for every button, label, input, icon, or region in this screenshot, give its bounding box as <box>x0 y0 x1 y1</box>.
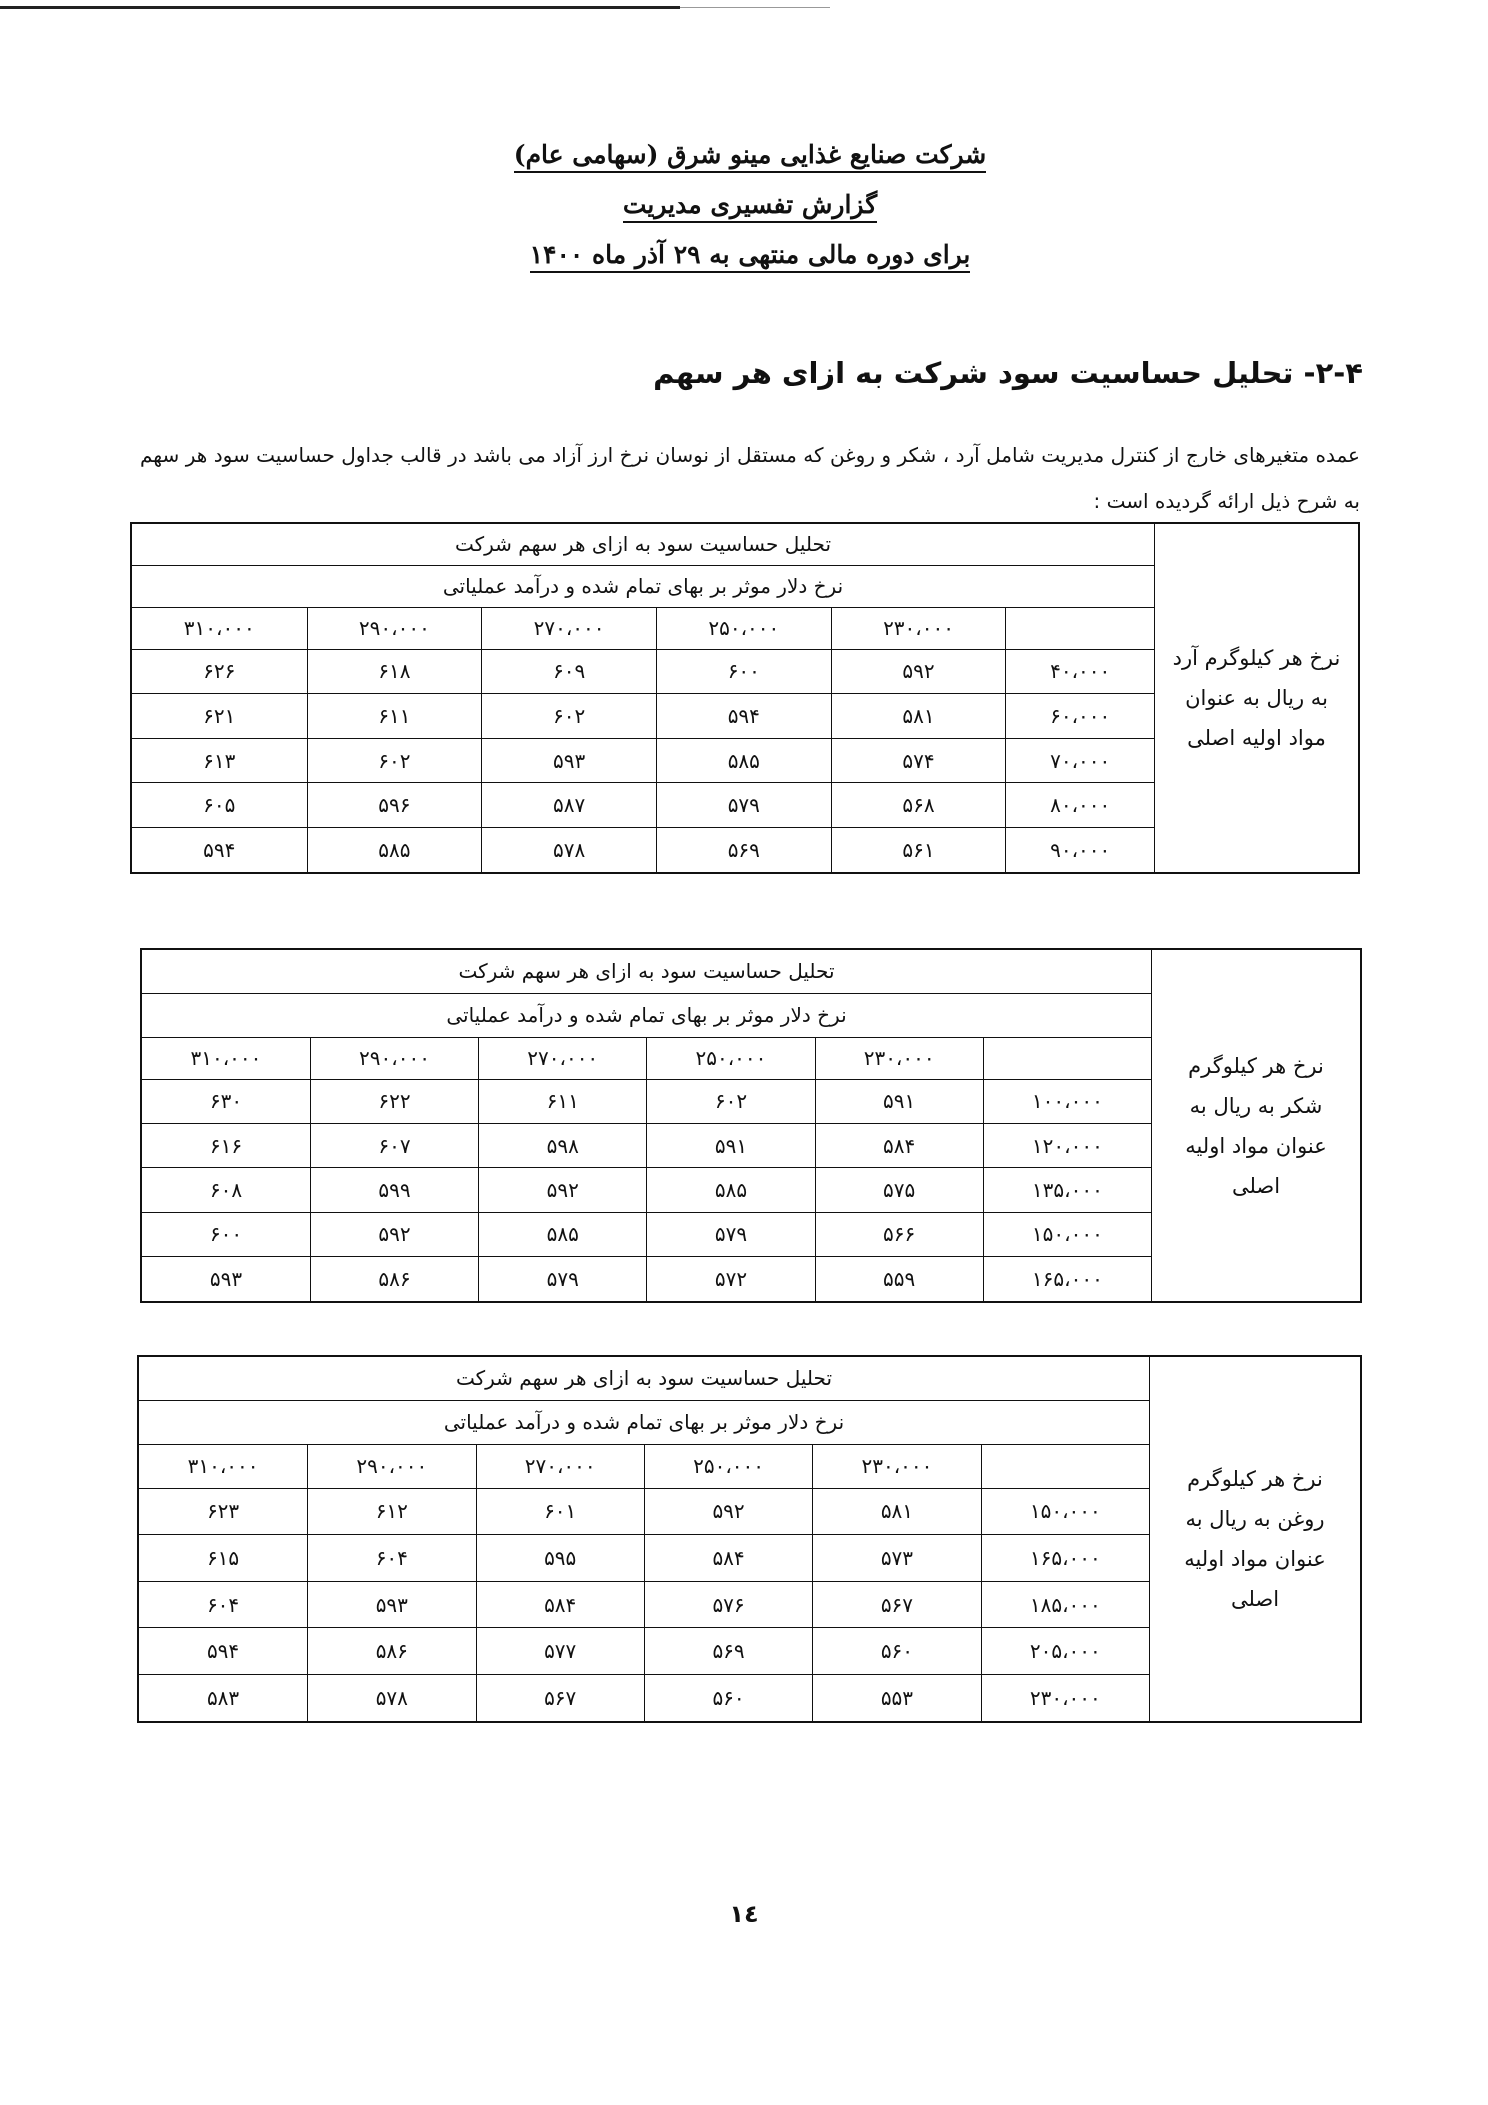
intro-paragraph: عمده متغیرهای خارج از کنترل مدیریت شامل آرد ، شکر و روغن که مستقل از نوسان نرخ ارز آزاد می باشد در قالب جداول حساسیت سود هر سهم به شرح ذیل ارائه گردیده است : <box>140 443 1360 513</box>
table-cell: ۵۹۲ <box>479 1168 647 1212</box>
table-cell: ۶۰۲ <box>482 694 657 739</box>
table-cell: ۵۶۰ <box>813 1628 981 1675</box>
row-header: ۱۵۰،۰۰۰ <box>981 1488 1149 1535</box>
column-header <box>1006 607 1155 649</box>
column-header: ۳۱۰،۰۰۰ <box>141 1037 310 1079</box>
row-header: ۹۰،۰۰۰ <box>1006 827 1155 873</box>
table-cell: ۵۹۲ <box>310 1212 478 1256</box>
top-rule <box>0 6 680 9</box>
table-cell: ۵۹۹ <box>310 1168 478 1212</box>
table-cell: ۵۶۸ <box>831 783 1006 828</box>
table-cell: ۵۶۹ <box>644 1628 812 1675</box>
table-cell: ۶۲۳ <box>138 1488 308 1535</box>
section-title: ۲-۴- تحلیل حساسیت سود شرکت به ازای هر سهم <box>653 356 1363 390</box>
row-header: ۱۸۵،۰۰۰ <box>981 1581 1149 1628</box>
table-cell: ۶۱۶ <box>141 1123 310 1167</box>
table-cell: ۵۶۶ <box>815 1212 983 1256</box>
row-header: ۱۳۵،۰۰۰ <box>983 1168 1151 1212</box>
row-header: ۱۶۵،۰۰۰ <box>983 1257 1151 1302</box>
table-cell: ۵۹۸ <box>479 1123 647 1167</box>
column-header: ۲۳۰،۰۰۰ <box>813 1444 981 1488</box>
table-cell: ۵۹۲ <box>644 1488 812 1535</box>
column-header: ۳۱۰،۰۰۰ <box>138 1444 308 1488</box>
table-cell: ۵۷۷ <box>476 1628 644 1675</box>
table-cell: ۵۹۵ <box>476 1535 644 1582</box>
table-cell: ۵۹۴ <box>138 1628 308 1675</box>
table-cell: ۵۸۷ <box>482 783 657 828</box>
table-cell: ۵۹۳ <box>482 738 657 783</box>
table-cell: ۵۶۷ <box>813 1581 981 1628</box>
table-cell: ۵۷۹ <box>656 783 831 828</box>
table-caption: تحلیل حساسیت سود به ازای هر سهم شرکت <box>138 1356 1150 1400</box>
table-cell: ۶۰۴ <box>308 1535 476 1582</box>
table-cell: ۶۱۱ <box>307 694 482 739</box>
table-cell: ۶۰۷ <box>310 1123 478 1167</box>
table-cell: ۵۷۹ <box>479 1257 647 1302</box>
table-cell: ۵۷۹ <box>647 1212 815 1256</box>
table-cell: ۶۱۱ <box>479 1079 647 1123</box>
table-cell: ۵۷۵ <box>815 1168 983 1212</box>
table-cell: ۶۰۰ <box>141 1212 310 1256</box>
page-number: ۱٤ <box>729 1900 759 1928</box>
table-cell: ۶۰۲ <box>647 1079 815 1123</box>
table-cell: ۵۸۴ <box>476 1581 644 1628</box>
table-cell: ۵۸۶ <box>310 1257 478 1302</box>
table-cell: ۵۸۱ <box>813 1488 981 1535</box>
table-cell: ۶۲۶ <box>131 649 307 694</box>
sensitivity-table-oil <box>137 1355 1362 1723</box>
table-cell: ۶۰۰ <box>656 649 831 694</box>
table-cell: ۵۹۴ <box>131 827 307 873</box>
sensitivity-table-sugar <box>140 948 1362 1303</box>
table-cell: ۵۹۱ <box>647 1123 815 1167</box>
column-header: ۲۷۰،۰۰۰ <box>479 1037 647 1079</box>
table-cell: ۶۰۴ <box>138 1581 308 1628</box>
table-cell: ۵۸۴ <box>815 1123 983 1167</box>
row-header: ۴۰،۰۰۰ <box>1006 649 1155 694</box>
table-cell: ۵۶۱ <box>831 827 1006 873</box>
table-cell: ۶۱۳ <box>131 738 307 783</box>
row-header: ۸۰،۰۰۰ <box>1006 783 1155 828</box>
table-cell: ۶۰۹ <box>482 649 657 694</box>
top-rule-thin <box>680 7 830 8</box>
column-header <box>983 1037 1151 1079</box>
table-subcaption: نرخ دلار موثر بر بهای تمام شده و درآمد عملیاتی <box>131 565 1155 607</box>
table-cell: ۵۹۳ <box>141 1257 310 1302</box>
table-cell: ۶۳۰ <box>141 1079 310 1123</box>
column-header: ۲۹۰،۰۰۰ <box>310 1037 478 1079</box>
table-cell: ۶۰۱ <box>476 1488 644 1535</box>
row-header: ۱۰۰،۰۰۰ <box>983 1079 1151 1123</box>
row-header: ۲۳۰،۰۰۰ <box>981 1674 1149 1722</box>
table-cell: ۵۹۲ <box>831 649 1006 694</box>
table-cell: ۶۰۲ <box>307 738 482 783</box>
table-cell: ۵۶۰ <box>644 1674 812 1722</box>
table-cell: ۶۱۵ <box>138 1535 308 1582</box>
table-cell: ۵۸۱ <box>831 694 1006 739</box>
row-header: ۱۵۰،۰۰۰ <box>983 1212 1151 1256</box>
column-header: ۳۱۰،۰۰۰ <box>131 607 307 649</box>
table-cell: ۵۷۲ <box>647 1257 815 1302</box>
row-header: ۲۰۵،۰۰۰ <box>981 1628 1149 1675</box>
table-cell: ۵۵۹ <box>815 1257 983 1302</box>
report-period: برای دوره مالی منتهی به ۲۹ آذر ماه ۱۴۰۰ <box>530 240 971 273</box>
report-header <box>420 130 1080 280</box>
table-cell: ۶۱۲ <box>308 1488 476 1535</box>
table-cell: ۵۷۶ <box>644 1581 812 1628</box>
column-header: ۲۵۰،۰۰۰ <box>647 1037 815 1079</box>
table-cell: ۵۸۵ <box>656 738 831 783</box>
table-cell: ۵۶۹ <box>656 827 831 873</box>
table-cell: ۵۷۸ <box>482 827 657 873</box>
column-header: ۲۳۰،۰۰۰ <box>831 607 1006 649</box>
row-header: ۶۰،۰۰۰ <box>1006 694 1155 739</box>
table-cell: ۵۶۷ <box>476 1674 644 1722</box>
company-name: شرکت صنایع غذایی مینو شرق (سهامی عام) <box>514 140 987 173</box>
table-cell: ۵۹۳ <box>308 1581 476 1628</box>
column-header: ۲۷۰،۰۰۰ <box>482 607 657 649</box>
table-cell: ۶۰۵ <box>131 783 307 828</box>
report-title: گزارش تفسیری مدیریت <box>623 190 877 223</box>
table-cell: ۵۹۴ <box>656 694 831 739</box>
table-cell: ۵۷۳ <box>813 1535 981 1582</box>
column-header: ۲۵۰،۰۰۰ <box>644 1444 812 1488</box>
table-cell: ۶۲۲ <box>310 1079 478 1123</box>
column-header: ۲۷۰،۰۰۰ <box>476 1444 644 1488</box>
table-subcaption: نرخ دلار موثر بر بهای تمام شده و درآمد عملیاتی <box>141 993 1152 1037</box>
table-cell: ۵۸۵ <box>479 1212 647 1256</box>
table-subcaption: نرخ دلار موثر بر بهای تمام شده و درآمد عملیاتی <box>138 1400 1150 1444</box>
table-cell: ۵۷۴ <box>831 738 1006 783</box>
column-header: ۲۹۰،۰۰۰ <box>307 607 482 649</box>
table-caption: تحلیل حساسیت سود به ازای هر سهم شرکت <box>131 523 1155 565</box>
table-cell: ۵۹۱ <box>815 1079 983 1123</box>
table-cell: ۵۵۳ <box>813 1674 981 1722</box>
table-cell: ۶۰۸ <box>141 1168 310 1212</box>
column-header: ۲۳۰،۰۰۰ <box>815 1037 983 1079</box>
table-cell: ۵۸۶ <box>308 1628 476 1675</box>
side-label: نرخ هر کیلوگرم آرد به ریال به عنوان مواد اولیه اصلی <box>1155 523 1360 873</box>
table-cell: ۵۸۵ <box>647 1168 815 1212</box>
table-cell: ۵۸۳ <box>138 1674 308 1722</box>
column-header: ۲۵۰،۰۰۰ <box>656 607 831 649</box>
column-header: ۲۹۰،۰۰۰ <box>308 1444 476 1488</box>
table-cell: ۵۹۶ <box>307 783 482 828</box>
table-cell: ۶۲۱ <box>131 694 307 739</box>
table-cell: ۵۸۵ <box>307 827 482 873</box>
table-cell: ۵۷۸ <box>308 1674 476 1722</box>
table-caption: تحلیل حساسیت سود به ازای هر سهم شرکت <box>141 949 1152 993</box>
row-header: ۱۲۰،۰۰۰ <box>983 1123 1151 1167</box>
sensitivity-table-flour <box>130 522 1360 874</box>
row-header: ۷۰،۰۰۰ <box>1006 738 1155 783</box>
table-cell: ۵۸۴ <box>644 1535 812 1582</box>
table-cell: ۶۱۸ <box>307 649 482 694</box>
row-header: ۱۶۵،۰۰۰ <box>981 1535 1149 1582</box>
side-label: نرخ هر کیلوگرم روغن به ریال به عنوان مواد اولیه اصلی <box>1150 1356 1362 1722</box>
column-header <box>981 1444 1149 1488</box>
side-label: نرخ هر کیلوگرم شکر به ریال به عنوان مواد اولیه اصلی <box>1152 949 1362 1302</box>
